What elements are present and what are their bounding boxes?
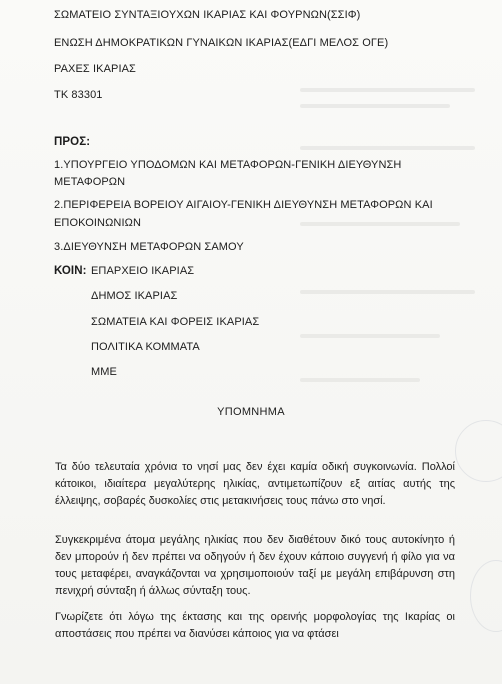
bleed-through-mark — [300, 222, 460, 226]
cc-item-3: ΣΩΜΑΤΕΙΑ ΚΑΙ ΦΟΡΕΙΣ ΙΚΑΡΙΑΣ — [91, 316, 260, 328]
sender-line-2: ΕΝΩΣΗ ΔΗΜΟΚΡΑΤΙΚΩΝ ΓΥΝΑΙΚΩΝ ΙΚΑΡΙΑΣ(ΕΔΓΙ ΜΕΛΟΣ ΟΓΕ) — [54, 37, 389, 49]
bleed-through-mark — [300, 334, 440, 338]
cc-item-2: ΔΗΜΟΣ ΙΚΑΡΙΑΣ — [91, 290, 178, 302]
recipient-1-line-2: ΜΕΤΑΦΟΡΩΝ — [54, 176, 126, 188]
cc-item-5: ΜΜΕ — [91, 366, 117, 378]
cc-item-4: ΠΟΛΙΤΙΚΑ ΚΟΜΜΑΤΑ — [91, 341, 200, 353]
body-paragraph-1: Τα δύο τελευταία χρόνια το νησί μας δεν έχει καμία οδική συγκοινωνία. Πολλοί κάτοικοι, ιδιαίτερα μεγαλύτερης ηλικίας, αντιμετωπίζουν εξ αιτίας αυτής της έλλειψης, σοβαρές δυσκολίες στις μετακινήσεις τους πάνω στο νησί. — [55, 461, 455, 507]
body-paragraph-2: Συγκεκριμένα άτομα μεγάλης ηλικίας που δεν διαθέτουν δικό τους αυτοκίνητο ή δεν μπορούν ή δεν πρέπει να οδηγούν ή δεν έχουν κάποιο συγγενή ή φίλο για να τους μεταφέρει, αναγκάζονται να χρησιμοποιούν ταξί με μεγάλη επιβάρυνση στη πενιχρή σύνταξη ή άλλως σύνταξη τους. — [55, 534, 455, 597]
sender-line-1: ΣΩΜΑΤΕΙΟ ΣΥΝΤΑΞΙΟΥΧΩΝ ΙΚΑΡΙΑΣ ΚΑΙ ΦΟΥΡΝΩΝ(ΣΣΙΦ) — [54, 9, 361, 21]
body-paragraph-3: Γνωρίζετε ότι λόγω της έκτασης και της ορεινής μορφολογίας της Ικαρίας οι αποστάσεις που πρέπει να διανύσει κάποιος για να φτάσει — [55, 611, 455, 640]
cc-heading: ΚΟΙΝ: — [54, 265, 87, 277]
bleed-through-mark — [300, 378, 420, 382]
cc-item-1: ΕΠΑΡΧΕΙΟ ΙΚΑΡΙΑΣ — [91, 265, 195, 277]
recipient-1-line-1: 1.ΥΠΟΥΡΓΕΙΟ ΥΠΟΔΟΜΩΝ ΚΑΙ ΜΕΤΑΦΟΡΩΝ-ΓΕΝΙΚΗ ΔΙΕΥΘΥΝΣΗ — [54, 159, 402, 171]
recipient-2-line-1: 2.ΠΕΡΙΦΕΡΕΙΑ ΒΟΡΕΙΟΥ ΑΙΓΑΙΟΥ-ΓΕΝΙΚΗ ΔΙΕΥΘΥΝΣΗ ΜΕΤΑΦΟΡΩΝ ΚΑΙ — [54, 199, 433, 211]
bleed-through-mark — [300, 290, 475, 294]
bleed-through-mark — [300, 104, 450, 108]
recipient-3: 3.ΔΙΕΥΘΥΝΣΗ ΜΕΤΑΦΟΡΩΝ ΣΑΜΟΥ — [54, 241, 244, 253]
to-heading: ΠΡΟΣ: — [54, 136, 91, 148]
sender-line-4: ΤΚ 83301 — [54, 89, 103, 101]
recipient-2-line-2: ΕΠΟΚΟΙΝΩΝΙΩΝ — [54, 217, 141, 229]
faint-stamp-mark — [455, 420, 502, 482]
document-title: ΥΠΟΜΝΗΜΑ — [217, 406, 285, 418]
faint-stamp-mark — [470, 560, 502, 632]
sender-line-3: ΡΑΧΕΣ ΙΚΑΡΙΑΣ — [54, 63, 136, 75]
bleed-through-mark — [300, 88, 475, 92]
bleed-through-mark — [300, 146, 475, 150]
